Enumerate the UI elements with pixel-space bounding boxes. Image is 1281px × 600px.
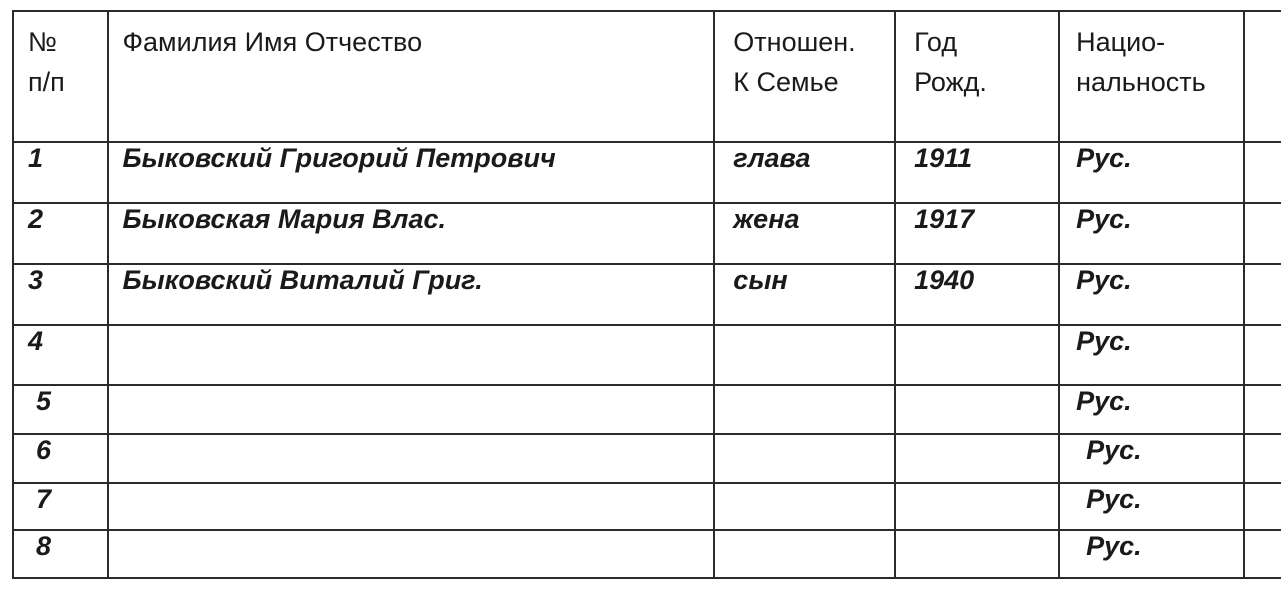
row-birth-year: 1917 <box>895 203 1059 264</box>
table-row <box>13 142 1281 203</box>
table-row <box>13 434 1281 483</box>
row-number: 2 <box>13 203 108 264</box>
header-full-name <box>108 11 715 142</box>
table-header-row <box>13 11 1281 142</box>
row-full-name: Быковский Григорий Петрович <box>108 142 715 203</box>
row-relation: жена <box>714 203 895 264</box>
row-extra-cell <box>1244 483 1281 530</box>
row-relation <box>714 385 895 434</box>
header-number <box>13 11 108 142</box>
header-nationality-line-2: нальность <box>1076 67 1206 97</box>
header-birth-year-line-1: Год <box>914 27 958 57</box>
row-birth-year <box>895 325 1059 385</box>
row-number: 5 <box>13 385 108 434</box>
row-number: 8 <box>13 530 108 578</box>
header-extra-column <box>1244 11 1281 142</box>
table-row <box>13 530 1281 578</box>
row-extra-cell <box>1244 142 1281 203</box>
table-row <box>13 483 1281 530</box>
row-number: 3 <box>13 264 108 325</box>
table-row <box>13 325 1281 385</box>
row-birth-year <box>895 483 1059 530</box>
row-full-name <box>108 385 715 434</box>
row-birth-year: 1940 <box>895 264 1059 325</box>
header-nationality-line-1: Нацио- <box>1076 27 1166 57</box>
header-full-name-line-1: Фамилия Имя Отчество <box>122 27 423 57</box>
row-birth-year <box>895 385 1059 434</box>
row-nationality: Рус. <box>1059 434 1244 483</box>
row-birth-year <box>895 530 1059 578</box>
row-number: 4 <box>13 325 108 385</box>
row-full-name: Быковский Виталий Григ. <box>108 264 715 325</box>
table-row <box>13 203 1281 264</box>
row-full-name <box>108 325 715 385</box>
row-extra-cell <box>1244 434 1281 483</box>
row-nationality: Рус. <box>1059 530 1244 578</box>
row-extra-cell <box>1244 203 1281 264</box>
row-birth-year <box>895 434 1059 483</box>
family-table <box>12 10 1281 579</box>
row-relation: сын <box>714 264 895 325</box>
row-nationality: Рус. <box>1059 203 1244 264</box>
row-nationality: Рус. <box>1059 264 1244 325</box>
header-birth-year <box>895 11 1059 142</box>
header-relation-line-1: Отношен. <box>733 27 856 57</box>
row-number: 7 <box>13 483 108 530</box>
row-nationality: Рус. <box>1059 483 1244 530</box>
header-nationality <box>1059 11 1244 142</box>
table-row <box>13 264 1281 325</box>
row-extra-cell <box>1244 264 1281 325</box>
row-number: 1 <box>13 142 108 203</box>
row-birth-year: 1911 <box>895 142 1059 203</box>
row-extra-cell <box>1244 530 1281 578</box>
header-number-line-2: п/п <box>28 67 65 97</box>
row-number: 6 <box>13 434 108 483</box>
row-extra-cell <box>1244 325 1281 385</box>
row-extra-cell <box>1244 385 1281 434</box>
row-full-name <box>108 434 715 483</box>
row-nationality: Рус. <box>1059 385 1244 434</box>
row-relation <box>714 434 895 483</box>
table-row <box>13 385 1281 434</box>
row-relation <box>714 325 895 385</box>
row-relation: глава <box>714 142 895 203</box>
row-relation <box>714 483 895 530</box>
header-relation-line-2: К Семье <box>733 67 839 97</box>
row-full-name: Быковская Мария Влас. <box>108 203 715 264</box>
header-number-line-1: № <box>28 27 57 57</box>
header-birth-year-line-2: Рожд. <box>914 67 987 97</box>
row-full-name <box>108 483 715 530</box>
header-relation <box>714 11 895 142</box>
row-relation <box>714 530 895 578</box>
row-nationality: Рус. <box>1059 142 1244 203</box>
row-full-name <box>108 530 715 578</box>
row-nationality: Рус. <box>1059 325 1244 385</box>
